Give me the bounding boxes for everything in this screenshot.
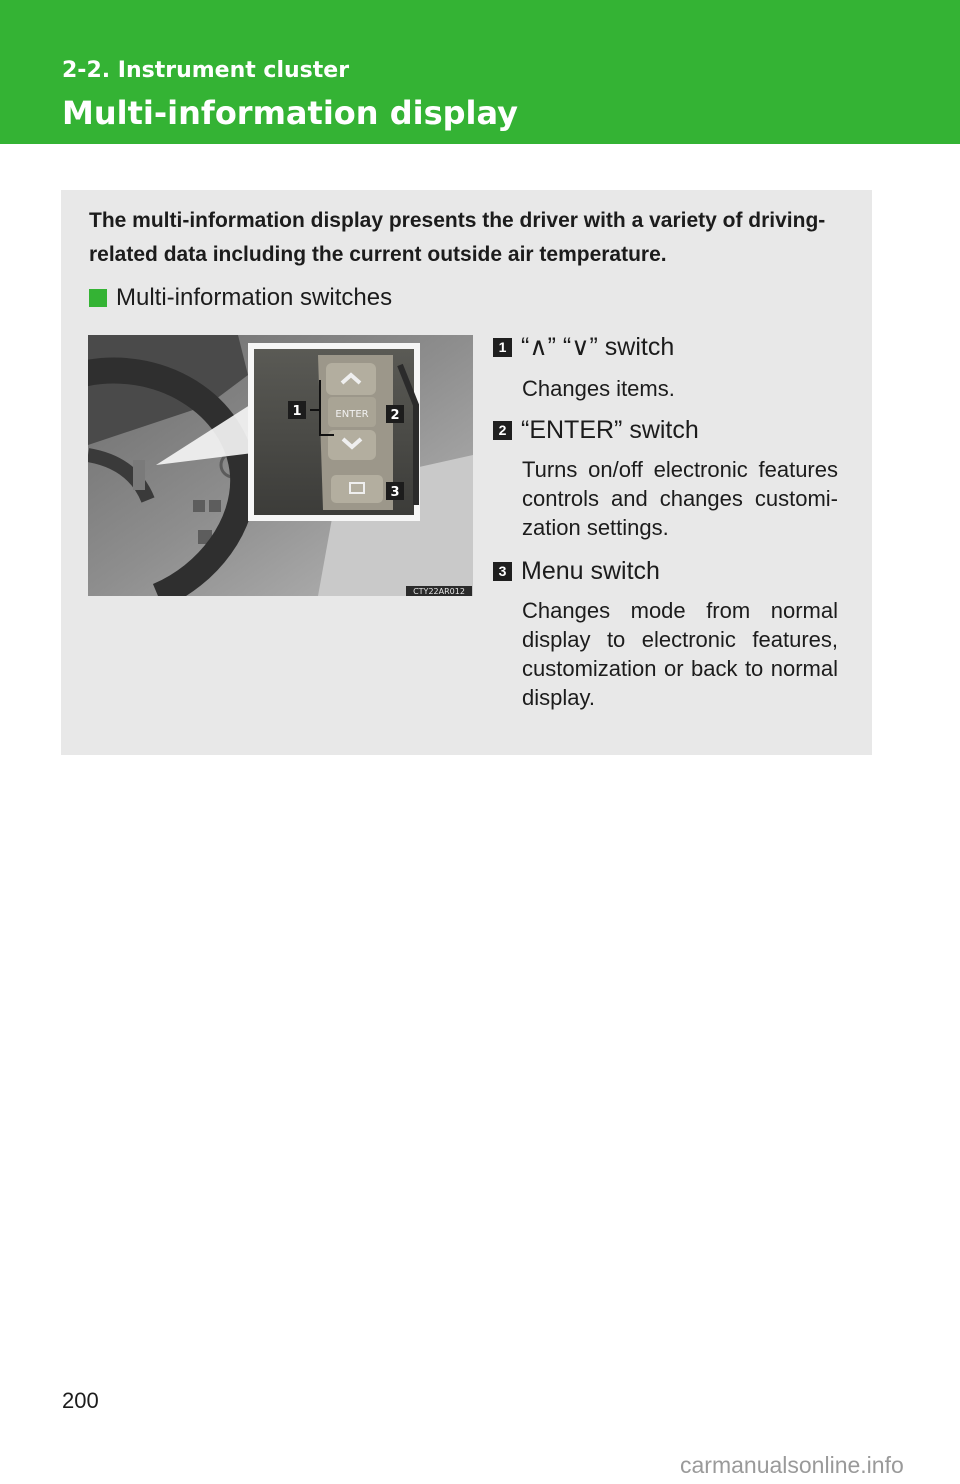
intro-text: The multi-information display presents the driver with a variety of driving-related data including the current outside air temperature. (89, 209, 826, 266)
item-title: Menu switch (521, 556, 660, 585)
item-description: Turns on/off electronic features controls and changes customi-zation settings. (522, 457, 838, 540)
switch-photo (88, 335, 473, 596)
header-bar (0, 0, 960, 144)
item-description: Changes items. (522, 376, 675, 401)
number-badge: 1 (493, 338, 512, 357)
callout-1: 1 (292, 404, 302, 419)
subheading (89, 284, 392, 312)
item-title: “ENTER” switch (521, 415, 699, 444)
item-title: “∧” “∨” switch (521, 333, 675, 361)
green-square-icon (89, 289, 107, 307)
list-item (493, 330, 838, 403)
callout-2: 2 (390, 408, 400, 423)
list-item (493, 413, 838, 542)
page-number: 200 (62, 1388, 99, 1413)
enter-button-label: ENTER (335, 409, 369, 420)
list-item (493, 554, 838, 712)
section-label: 2-2. Instrument cluster (62, 58, 350, 83)
item-description: Changes mode from normal display to electronic features, customization or back to normal display. (522, 598, 838, 710)
number-badge: 2 (493, 421, 512, 440)
page-title: Multi-information display (62, 94, 518, 132)
figure-code: CTY22AR012 (413, 587, 465, 596)
info-panel (61, 190, 872, 755)
watermark-text: carmanualsonline.info (680, 1452, 904, 1478)
subheading-label: Multi-information switches (116, 284, 393, 311)
number-badge: 3 (493, 562, 512, 581)
switch-list (493, 330, 838, 712)
callout-3: 3 (390, 485, 400, 500)
